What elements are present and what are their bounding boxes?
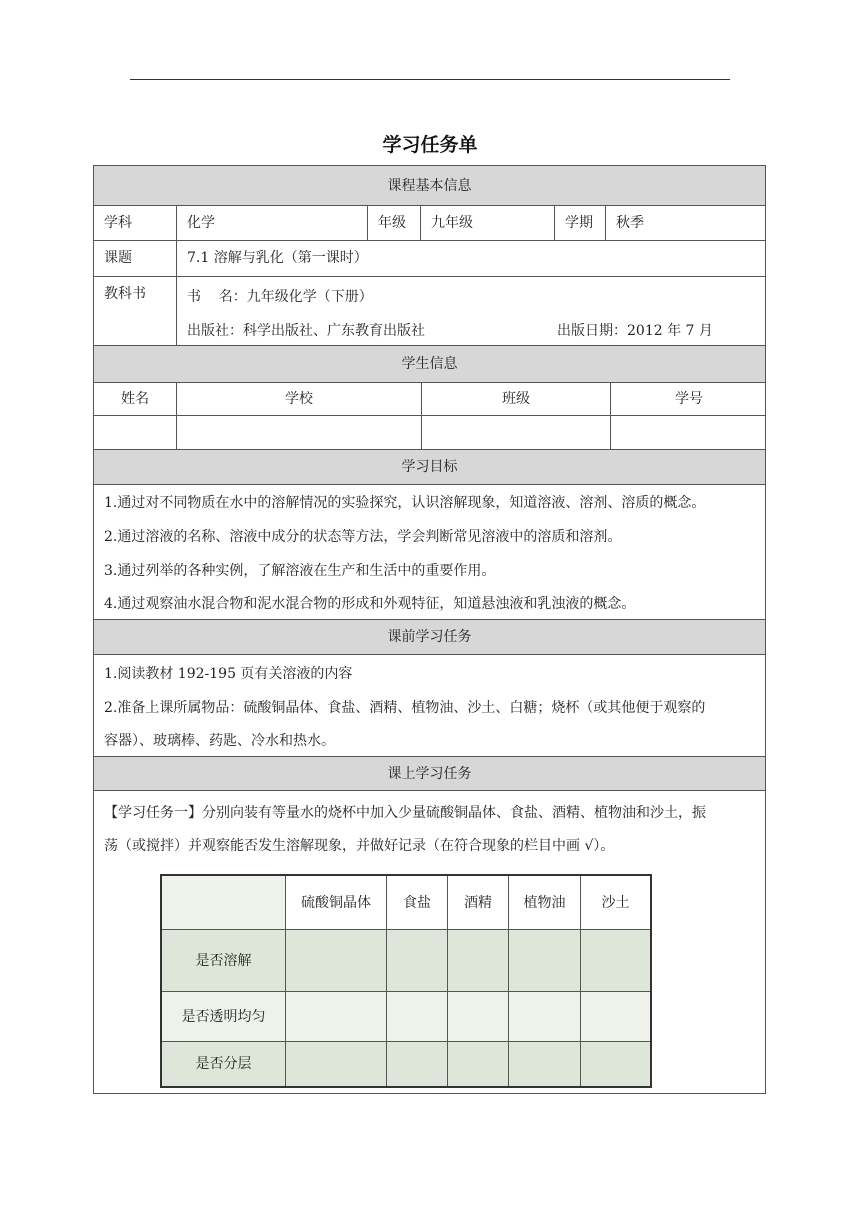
answer-cell[interactable]: [509, 930, 581, 992]
answer-cell[interactable]: [509, 1042, 581, 1086]
section-student-info: [94, 346, 765, 383]
textbook-publisher: 出版社：科学出版社、广东教育出版社: [187, 323, 425, 339]
subject-label: 学科: [104, 215, 132, 231]
section-goals: [94, 450, 765, 485]
page-title: 学习任务单: [382, 134, 478, 156]
answer-cell[interactable]: [387, 930, 448, 992]
section-in-class: [94, 757, 765, 791]
col-name: 姓名: [121, 391, 149, 407]
task-sheet: [93, 165, 766, 1094]
row-student-headers: [94, 383, 765, 416]
topic-label: 课题: [104, 250, 132, 266]
section-in-class-title: 课上学习任务: [387, 766, 472, 782]
col-class: 班级: [421, 383, 610, 415]
goal-item: 2.通过溶液的名称、溶液中成分的状态等方法，学会判断常见溶液中的溶质和溶剂。: [104, 529, 622, 545]
answer-cell[interactable]: [581, 1042, 650, 1086]
answer-cell[interactable]: [509, 992, 581, 1042]
row-transparent-label: 是否透明均匀: [162, 992, 286, 1042]
row-dissolve-label: 是否溶解: [162, 930, 286, 992]
answer-cell[interactable]: [448, 992, 509, 1042]
observation-table: [160, 874, 652, 1088]
section-pre-class: [94, 620, 765, 655]
answer-cell[interactable]: [286, 930, 387, 992]
term-label: 学期: [554, 206, 605, 240]
col-student-id: 学号: [610, 383, 767, 415]
answer-cell[interactable]: [387, 1042, 448, 1086]
student-id-field[interactable]: [610, 416, 767, 449]
answer-cell[interactable]: [387, 992, 448, 1042]
answer-cell[interactable]: [581, 992, 650, 1042]
pre-class-body: [94, 655, 765, 757]
grade-label: 年级: [367, 206, 420, 240]
pre-task-2: 2.准备上课所属物品：硫酸铜晶体、食盐、酒精、植物油、沙土、白糖；烧杯（或其他便于观察的: [104, 700, 706, 716]
subject-value: 化学: [176, 206, 367, 240]
answer-cell[interactable]: [448, 1042, 509, 1086]
task-one-line1: 【学习任务一】分别向装有等量水的烧杯中加入少量硫酸铜晶体、食盐、酒精、植物油和沙土，振: [104, 805, 706, 821]
answer-cell[interactable]: [581, 930, 650, 992]
section-student-info-title: 学生信息: [401, 356, 458, 372]
section-goals-title: 学习目标: [401, 459, 458, 475]
row-layering-label: 是否分层: [162, 1042, 286, 1086]
col-alcohol: 酒精: [448, 876, 509, 930]
row-student-inputs: [94, 416, 765, 450]
header-rule: [130, 79, 730, 80]
pre-task-1: 1.阅读教材 192-195 页有关溶液的内容: [104, 666, 353, 682]
goals-body: [94, 485, 765, 620]
section-basic-info-title: 课程基本信息: [387, 178, 472, 194]
class-field[interactable]: [421, 416, 610, 449]
term-value: 秋季: [605, 206, 767, 240]
goal-item: 1.通过对不同物质在水中的溶解情况的实验探究，认识溶解现象，知道溶液、溶剂、溶质的概念。: [104, 495, 706, 511]
name-field[interactable]: [94, 416, 176, 449]
school-field[interactable]: [176, 416, 421, 449]
section-basic-info: [94, 166, 765, 206]
textbook-date: 出版日期：2012 年 7 月: [557, 323, 713, 339]
grade-value: 九年级: [420, 206, 554, 240]
col-copper-sulfate: 硫酸铜晶体: [286, 876, 387, 930]
row-subject: [94, 206, 765, 241]
table-corner: [162, 876, 286, 930]
answer-cell[interactable]: [286, 1042, 387, 1086]
textbook-label: 教科书: [104, 286, 146, 302]
col-vegetable-oil: 植物油: [509, 876, 581, 930]
col-salt: 食盐: [387, 876, 448, 930]
answer-cell[interactable]: [286, 992, 387, 1042]
col-school: 学校: [176, 383, 421, 415]
col-sand: 沙土: [581, 876, 650, 930]
textbook-info: [176, 277, 767, 345]
row-topic: [94, 241, 765, 277]
goal-item: 3.通过列举的各种实例，了解溶液在生产和生活中的重要作用。: [104, 563, 496, 579]
section-pre-class-title: 课前学习任务: [387, 629, 472, 645]
topic-value: 7.1 溶解与乳化（第一课时）: [176, 241, 767, 276]
row-textbook: [94, 277, 765, 346]
textbook-name: 书 名：九年级化学（下册）: [187, 289, 373, 305]
answer-cell[interactable]: [448, 930, 509, 992]
task-one-line2: 荡（或搅拌）并观察能否发生溶解现象，并做好记录（在符合现象的栏目中画 √）。: [104, 838, 615, 854]
pre-task-2-cont: 容器）、玻璃棒、药匙、冷水和热水。: [104, 733, 335, 749]
goal-item: 4.通过观察油水混合物和泥水混合物的形成和外观特征，知道悬浊液和乳浊液的概念。: [104, 596, 636, 612]
